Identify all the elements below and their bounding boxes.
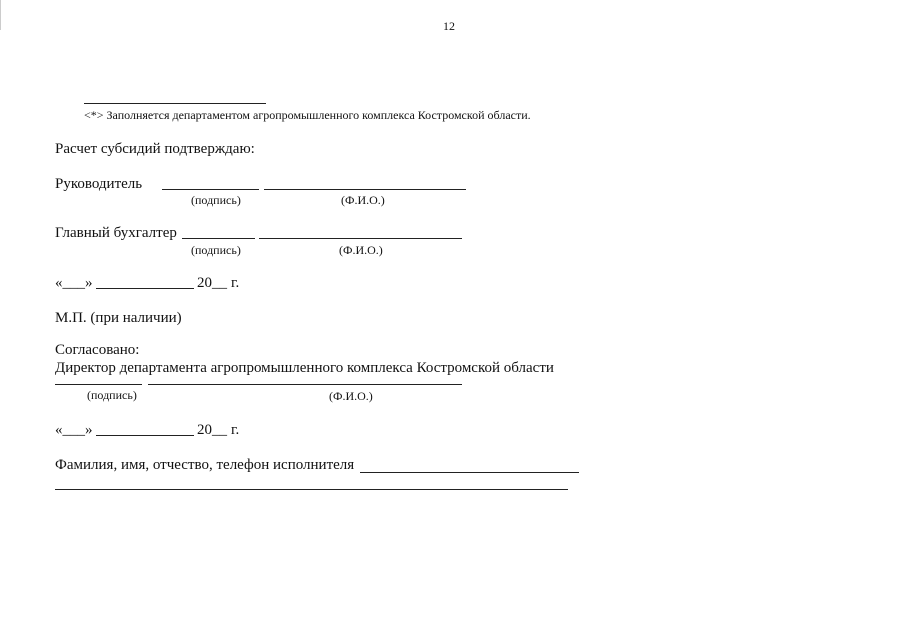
accountant-signature-caption: (подпись): [191, 243, 241, 257]
accountant-signature-line[interactable]: [182, 238, 255, 239]
confirmation-date-suffix: г.: [231, 275, 240, 291]
approval-heading: Согласовано:: [55, 342, 140, 358]
footnote-text: <*> Заполняется департаментом агропромышленного комплекса Костромской области.: [84, 108, 531, 122]
seal-note: М.П. (при наличии): [55, 310, 182, 326]
director-signature-line[interactable]: [55, 384, 142, 385]
head-name-caption: (Ф.И.О.): [341, 193, 385, 207]
head-label: Руководитель: [55, 176, 143, 192]
confirmation-date-month-line[interactable]: [96, 288, 194, 289]
confirmation-heading: Расчет субсидий подтверждаю:: [55, 141, 255, 157]
accountant-name-caption: (Ф.И.О.): [339, 243, 383, 257]
executor-line-2[interactable]: [55, 489, 568, 490]
approval-date-month-line[interactable]: [96, 435, 194, 436]
page-edge-mark: [0, 0, 1, 30]
head-signature-line[interactable]: [162, 189, 259, 190]
director-name-line[interactable]: [148, 384, 462, 385]
page-number: 12: [443, 19, 455, 33]
executor-label: Фамилия, имя, отчество, телефон исполнителя: [55, 457, 355, 473]
approval-date-suffix: г.: [231, 422, 240, 438]
executor-line-1[interactable]: [360, 472, 579, 473]
director-name-caption: (Ф.И.О.): [329, 389, 373, 403]
director-signature-caption: (подпись): [87, 388, 137, 402]
approval-date-day: «___»: [55, 422, 93, 438]
accountant-name-line[interactable]: [259, 238, 462, 239]
confirmation-date-year: 20__: [197, 275, 227, 291]
head-name-line[interactable]: [264, 189, 466, 190]
approval-date-year: 20__: [197, 422, 227, 438]
accountant-label: Главный бухгалтер: [55, 225, 177, 241]
confirmation-date-day: «___»: [55, 275, 93, 291]
director-label: Директор департамента агропромышленного комплекса Костромской области: [55, 360, 554, 376]
footnote-separator: [84, 103, 266, 104]
head-signature-caption: (подпись): [191, 193, 241, 207]
